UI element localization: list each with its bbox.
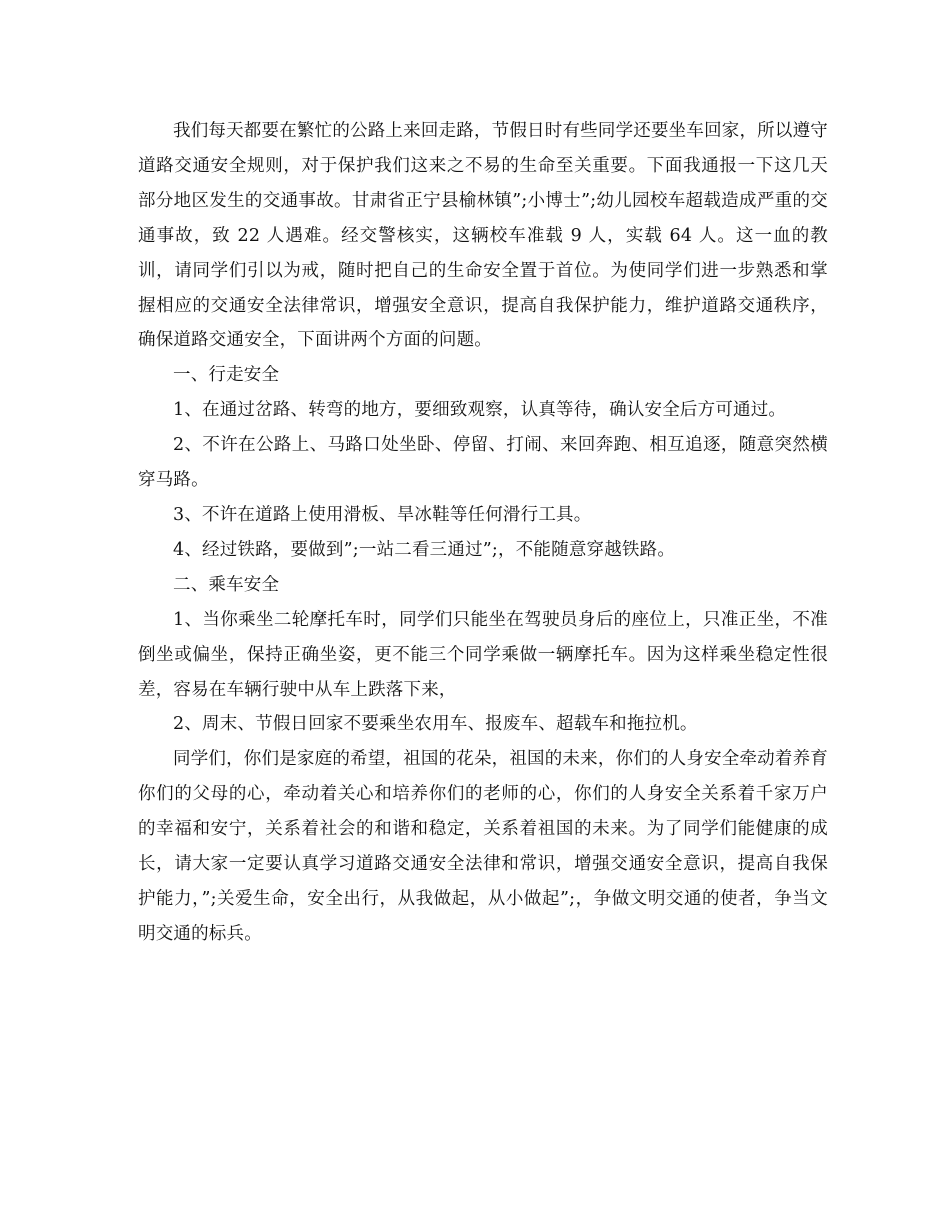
walking-rule-3: 3、不许在道路上使用滑板、旱冰鞋等任何滑行工具。 <box>173 504 592 525</box>
document-body <box>138 114 828 952</box>
intro-paragraph: 我们每天都要在繁忙的公路上来回走路，节假日时有些同学还要坐车回家，所以遵守道路交通安全规则，对于保护我们这来之不易的生命至关重要。下面我通报一下这几天部分地区发生的交通事故。甘肃省正宁县榆林镇”;小博士”;幼儿园校车超载造成严重的交通事故，致 22 人遇难。经交警核实，这辆校车准载 9 人，实载 64 人。这一血的教训，请同学们引以为戒，随时把自己的生命安全置于首位。为使同学们进一步熟悉和掌握相应的交通安全法律常识，增强安全意识，提高自我保护能力，维护道路交通秩序，确保道路交通安全，下面讲两个方面的问题。 <box>138 121 828 351</box>
riding-rule-2: 2、周末、节假日回家不要乘坐农用车、报废车、超载车和拖拉机。 <box>173 714 698 735</box>
riding-rule-1: 1、当你乘坐二轮摩托车时，同学们只能坐在驾驶员身后的座位上，只准正坐，不准倒坐或偏坐，保持正确坐姿，更不能三个同学乘做一辆摩托车。因为这样乘坐稳定性很差，容易在车辆行驶中从车上跌落下来， <box>138 609 828 700</box>
section-heading-riding-safety: 二、乘车安全 <box>173 574 280 595</box>
walking-rule-2: 2、不许在公路上、马路口处坐卧、停留、打闹、来回奔跑、相互追逐，随意突然横穿马路。 <box>138 435 828 491</box>
section-heading-walking-safety: 一、行走安全 <box>173 365 280 386</box>
closing-paragraph: 同学们，你们是家庭的希望，祖国的花朵，祖国的未来，你们的人身安全牵动着养育你们的父母的心，牵动着关心和培养你们的老师的心，你们的人身安全关系着千家万户的幸福和安宁，关系着社会的和谐和稳定，关系着祖国的未来。为了同学们能健康的成长，请大家一定要认真学习道路交通安全法律和常识，增强交通安全意识，提高自我保护能力，”;关爱生命，安全出行，从我做起，从小做起”;，争做文明交通的使者，争当文明交通的标兵。 <box>138 749 828 944</box>
walking-rule-4: 4、经过铁路，要做到”;一站二看三通过”;，不能随意穿越铁路。 <box>173 539 676 560</box>
walking-rule-1: 1、在通过岔路、转弯的地方，要细致观察，认真等待，确认安全后方可通过。 <box>173 400 787 421</box>
